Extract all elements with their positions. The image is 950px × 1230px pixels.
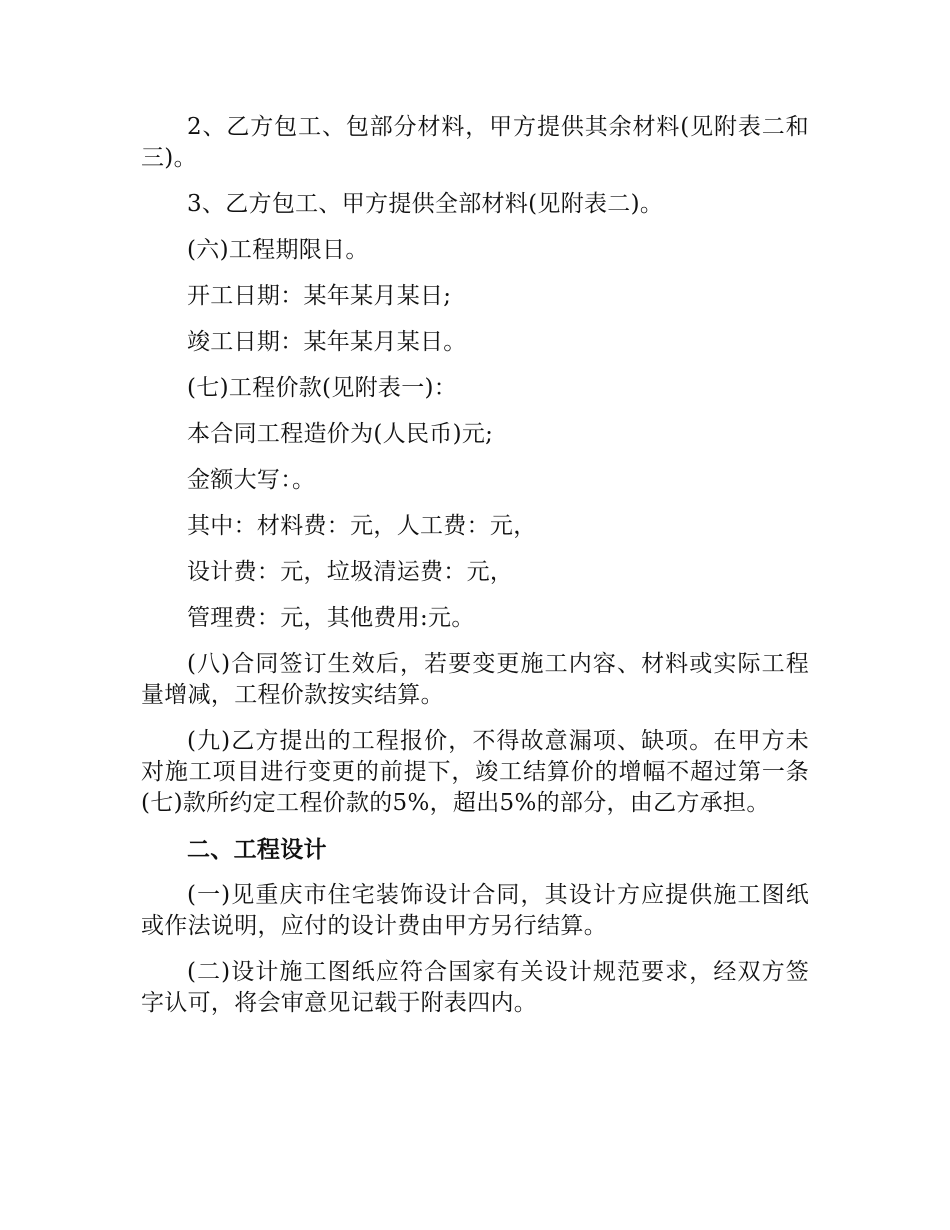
paragraph-start-date: 开工日期：某年某月某日;	[187, 283, 452, 309]
paragraph-quotation-rules: (九)乙方提出的工程报价，不得故意漏项、缺项。在甲方未对施工项目进行变更的前提下，竣工结算价的增幅不超过第一条(七)款所约定工程价款的5%，超出5%的部分，由乙方承担。	[141, 728, 809, 816]
paragraph-contract-type-2: 2、乙方包工、包部分材料，甲方提供其余材料(见附表二和三)。	[141, 114, 809, 171]
paragraph-project-price: (七)工程价款(见附表一)：	[187, 375, 458, 401]
document-page	[141, 112, 809, 1019]
paragraph-material-labor-fees: 其中：材料费：元，人工费：元，	[187, 513, 537, 539]
paragraph-design-contract: (一)见重庆市住宅装饰设计合同，其设计方应提供施工图纸或作法说明，应付的设计费由甲方另行结算。	[141, 882, 809, 939]
paragraph-work-period: (六)工程期限日。	[187, 237, 369, 263]
section-heading-design: 二、工程设计	[187, 836, 327, 863]
paragraph-change-settlement: (八)合同签订生效后，若要变更施工内容、材料或实际工程量增减，工程价款按实结算。	[141, 651, 809, 708]
paragraph-completion-date: 竣工日期：某年某月某日。	[187, 329, 467, 355]
paragraph-design-waste-fees: 设计费：元，垃圾清运费：元，	[187, 559, 514, 585]
paragraph-design-drawings: (二)设计施工图纸应符合国家有关设计规范要求，经双方签字认可，将会审意见记载于附表四内。	[141, 959, 809, 1016]
paragraph-amount-words: 金额大写：。	[187, 467, 316, 493]
paragraph-contract-type-3: 3、乙方包工、甲方提供全部材料(见附表二)。	[187, 191, 664, 217]
paragraph-contract-cost: 本合同工程造价为(人民币)元;	[187, 421, 494, 447]
paragraph-management-other-fees: 管理费：元，其他费用:元。	[187, 605, 475, 631]
